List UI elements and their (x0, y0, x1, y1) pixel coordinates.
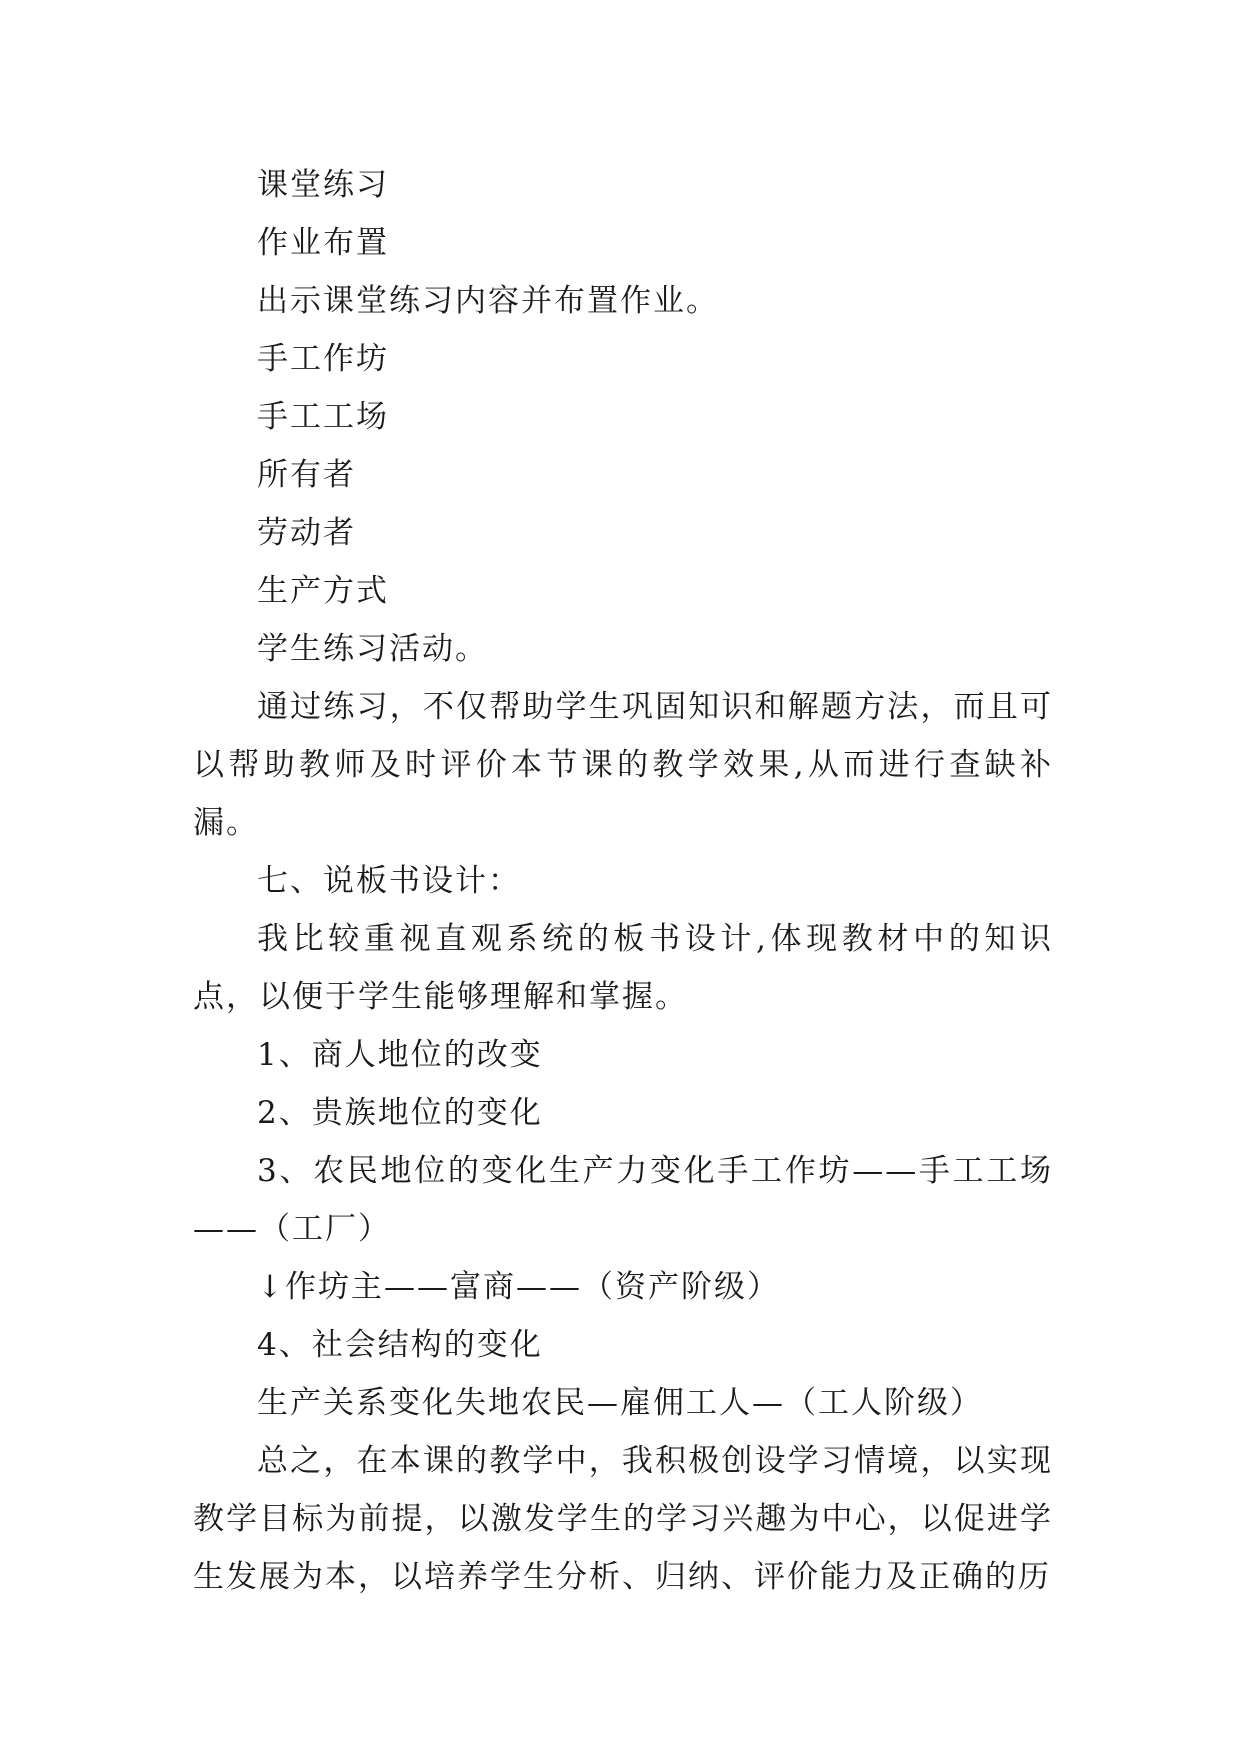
text-line: 手工工场 (257, 399, 389, 435)
list-item: 3、农民地位的变化生产力变化手工作坊——手工工场——（工厂） (193, 1153, 1053, 1247)
practice-paragraph: 通过练习，不仅帮助学生巩固知识和解题方法，而且可以帮助教师及时评价本节课的教学效果,从而进行查缺补漏。 (193, 689, 1053, 841)
text-line: 作业布置 (257, 225, 389, 261)
text-line: 手工作坊 (257, 341, 389, 377)
document-body (193, 156, 1053, 1606)
text-line: 劳动者 (257, 515, 356, 551)
section-heading: 七、说板书设计： (257, 863, 521, 899)
text-line: 课堂练习 (257, 167, 389, 203)
board-design-paragraph: 我比较重视直观系统的板书设计,体现教材中的知识点，以便于学生能够理解和掌握。 (193, 921, 1053, 1015)
relations-line: 生产关系变化失地农民—雇佣工人—（工人阶级） (257, 1385, 983, 1421)
list-item: 4、社会结构的变化 (257, 1327, 543, 1363)
text-line: 学生练习活动。 (257, 631, 488, 667)
text-line: 生产方式 (257, 573, 389, 609)
list-item: 1、商人地位的改变 (257, 1037, 543, 1073)
text-line: 出示课堂练习内容并布置作业。 (257, 283, 719, 319)
summary-paragraph: 总之，在本课的教学中，我积极创设学习情境，以实现教学目标为前提，以激发学生的学习兴趣为中心，以促进学生发展为本，以培养学生分析、归纳、评价能力及正确的历 (193, 1443, 1053, 1595)
list-item: 2、贵族地位的变化 (257, 1095, 543, 1131)
text-line: 所有者 (257, 457, 356, 493)
arrow-line: ↓作坊主——富商——（资产阶级） (257, 1269, 780, 1305)
